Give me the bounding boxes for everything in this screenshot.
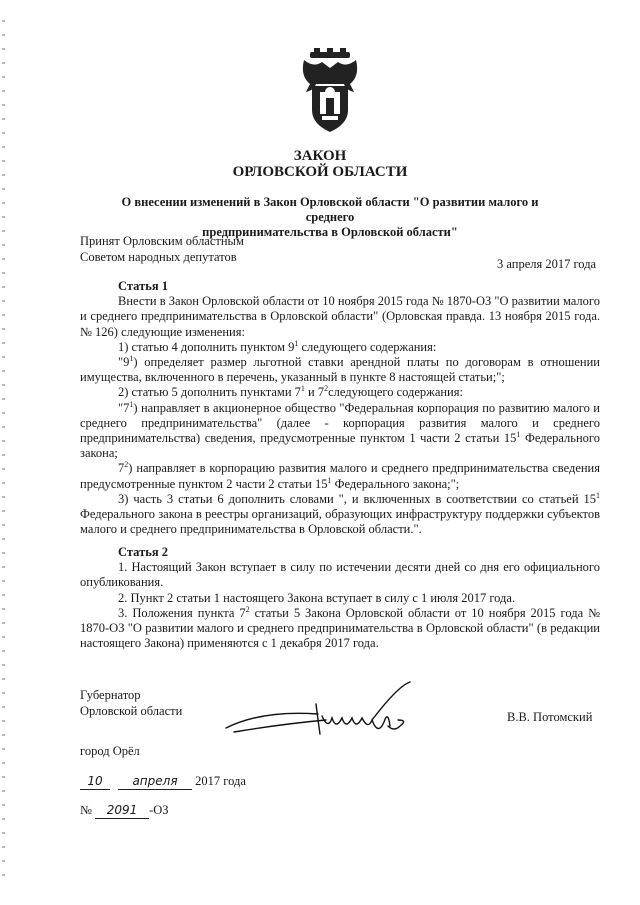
law-number bbox=[80, 803, 169, 819]
adoption-line-1: Принят Орловским областным bbox=[80, 234, 244, 248]
article-1-item-2: 2) статью 5 дополнить пунктами $7^1$ и $7^2следующего$ содержания: bbox=[118, 384, 463, 400]
article-1-heading: Статья 1 bbox=[118, 279, 168, 293]
governor-region: Орловской области bbox=[80, 704, 183, 718]
article-1-item-3: 3) часть 3 статьи 6 дополнить словами ", и включенных в соответствии со статьей $15^1$ Федерального закона в реестры организаций, образующих инфраструктуру поддержки субъектов малого и среднего предпринимательства в Орловской области.". bbox=[80, 490, 600, 537]
coat-of-arms-icon bbox=[300, 48, 360, 134]
article-1-quote-1: "$9^1$) определяет размер льготной ставки арендной платы по договорам в отношении имущества, включенного в перечень, указанный в пункте 8 настоящей статьи;"; bbox=[80, 354, 600, 385]
subtitle-line-1: О внесении изменений в Закон Орловской области "О развитии малого и среднего bbox=[121, 195, 539, 224]
article-1-quote-3: $7^2$) направляет в корпорацию развития малого и среднего предпринимательства сведения предусмотренные пунктом 2 части 2 статьи $15^1$ Федерального закона;"; bbox=[80, 460, 600, 491]
number-value: 2091 bbox=[95, 803, 149, 819]
governor-name: В.В. Потомский bbox=[507, 710, 593, 724]
article-2-paragraph-3: 3. Положения пункта $7^2$ статьи 5 Закона Орловской области от 10 ноября 2015 года № 1870-ОЗ "О развитии малого и среднего предпринимательства в Орловской области" (в редакции настоящего Закона) применяются с 1 декабря 2017 года. bbox=[80, 604, 601, 651]
city-name: город Орёл bbox=[80, 744, 140, 758]
article-1-item-1: 1) статью 4 дополнить пунктом $9^1$ следующего содержания: bbox=[118, 338, 437, 354]
subtitle-line-2: предпринимательства в Орловской области" bbox=[202, 225, 458, 239]
signing-date bbox=[80, 774, 246, 790]
region-title: ОРЛОВСКОЙ ОБЛАСТИ bbox=[232, 164, 408, 180]
article-1-intro: Внести в Закон Орловской области от 10 ноября 2015 года № 1870-ОЗ "О развитии малого и среднего предпринимательства в Орловской области" (Орловская правда. 13 ноября 2015 года. № 126) следующие изменения: bbox=[80, 294, 600, 339]
article-2-paragraph-1: 1. Настоящий Закон вступает в силу по истечении десяти дней со дня его официального опубликования. bbox=[80, 560, 600, 590]
number-suffix: -ОЗ bbox=[149, 803, 169, 817]
date-year: 2017 года bbox=[195, 774, 246, 788]
date-day: 10 bbox=[80, 774, 110, 790]
law-title: ЗАКОН bbox=[293, 148, 347, 164]
handwritten-signature bbox=[222, 680, 412, 750]
adoption-line-2: Советом народных депутатов bbox=[80, 250, 237, 264]
article-1 bbox=[80, 279, 600, 537]
article-2-heading: Статья 2 bbox=[118, 545, 168, 559]
adoption-date: 3 апреля 2017 года bbox=[497, 257, 597, 271]
article-2-paragraph-2: 2. Пункт 2 статьи 1 настоящего Закона вступает в силу с 1 июля 2017 года. bbox=[118, 590, 516, 605]
article-1-quote-2: "$7^1$) направляет в акционерное общество "Федеральная корпорация по развитию малого и среднего предпринимательства" (далее - корпорация развития малого и среднего предпринимательства) сведения, предусмотренные пунктом 1 части 2 статьи $15^1$ Федерального закона; bbox=[80, 399, 600, 461]
governor-title: Губернатор bbox=[80, 688, 141, 702]
number-sign: № bbox=[80, 803, 92, 817]
article-2 bbox=[80, 545, 600, 651]
date-month: апреля bbox=[118, 774, 192, 790]
